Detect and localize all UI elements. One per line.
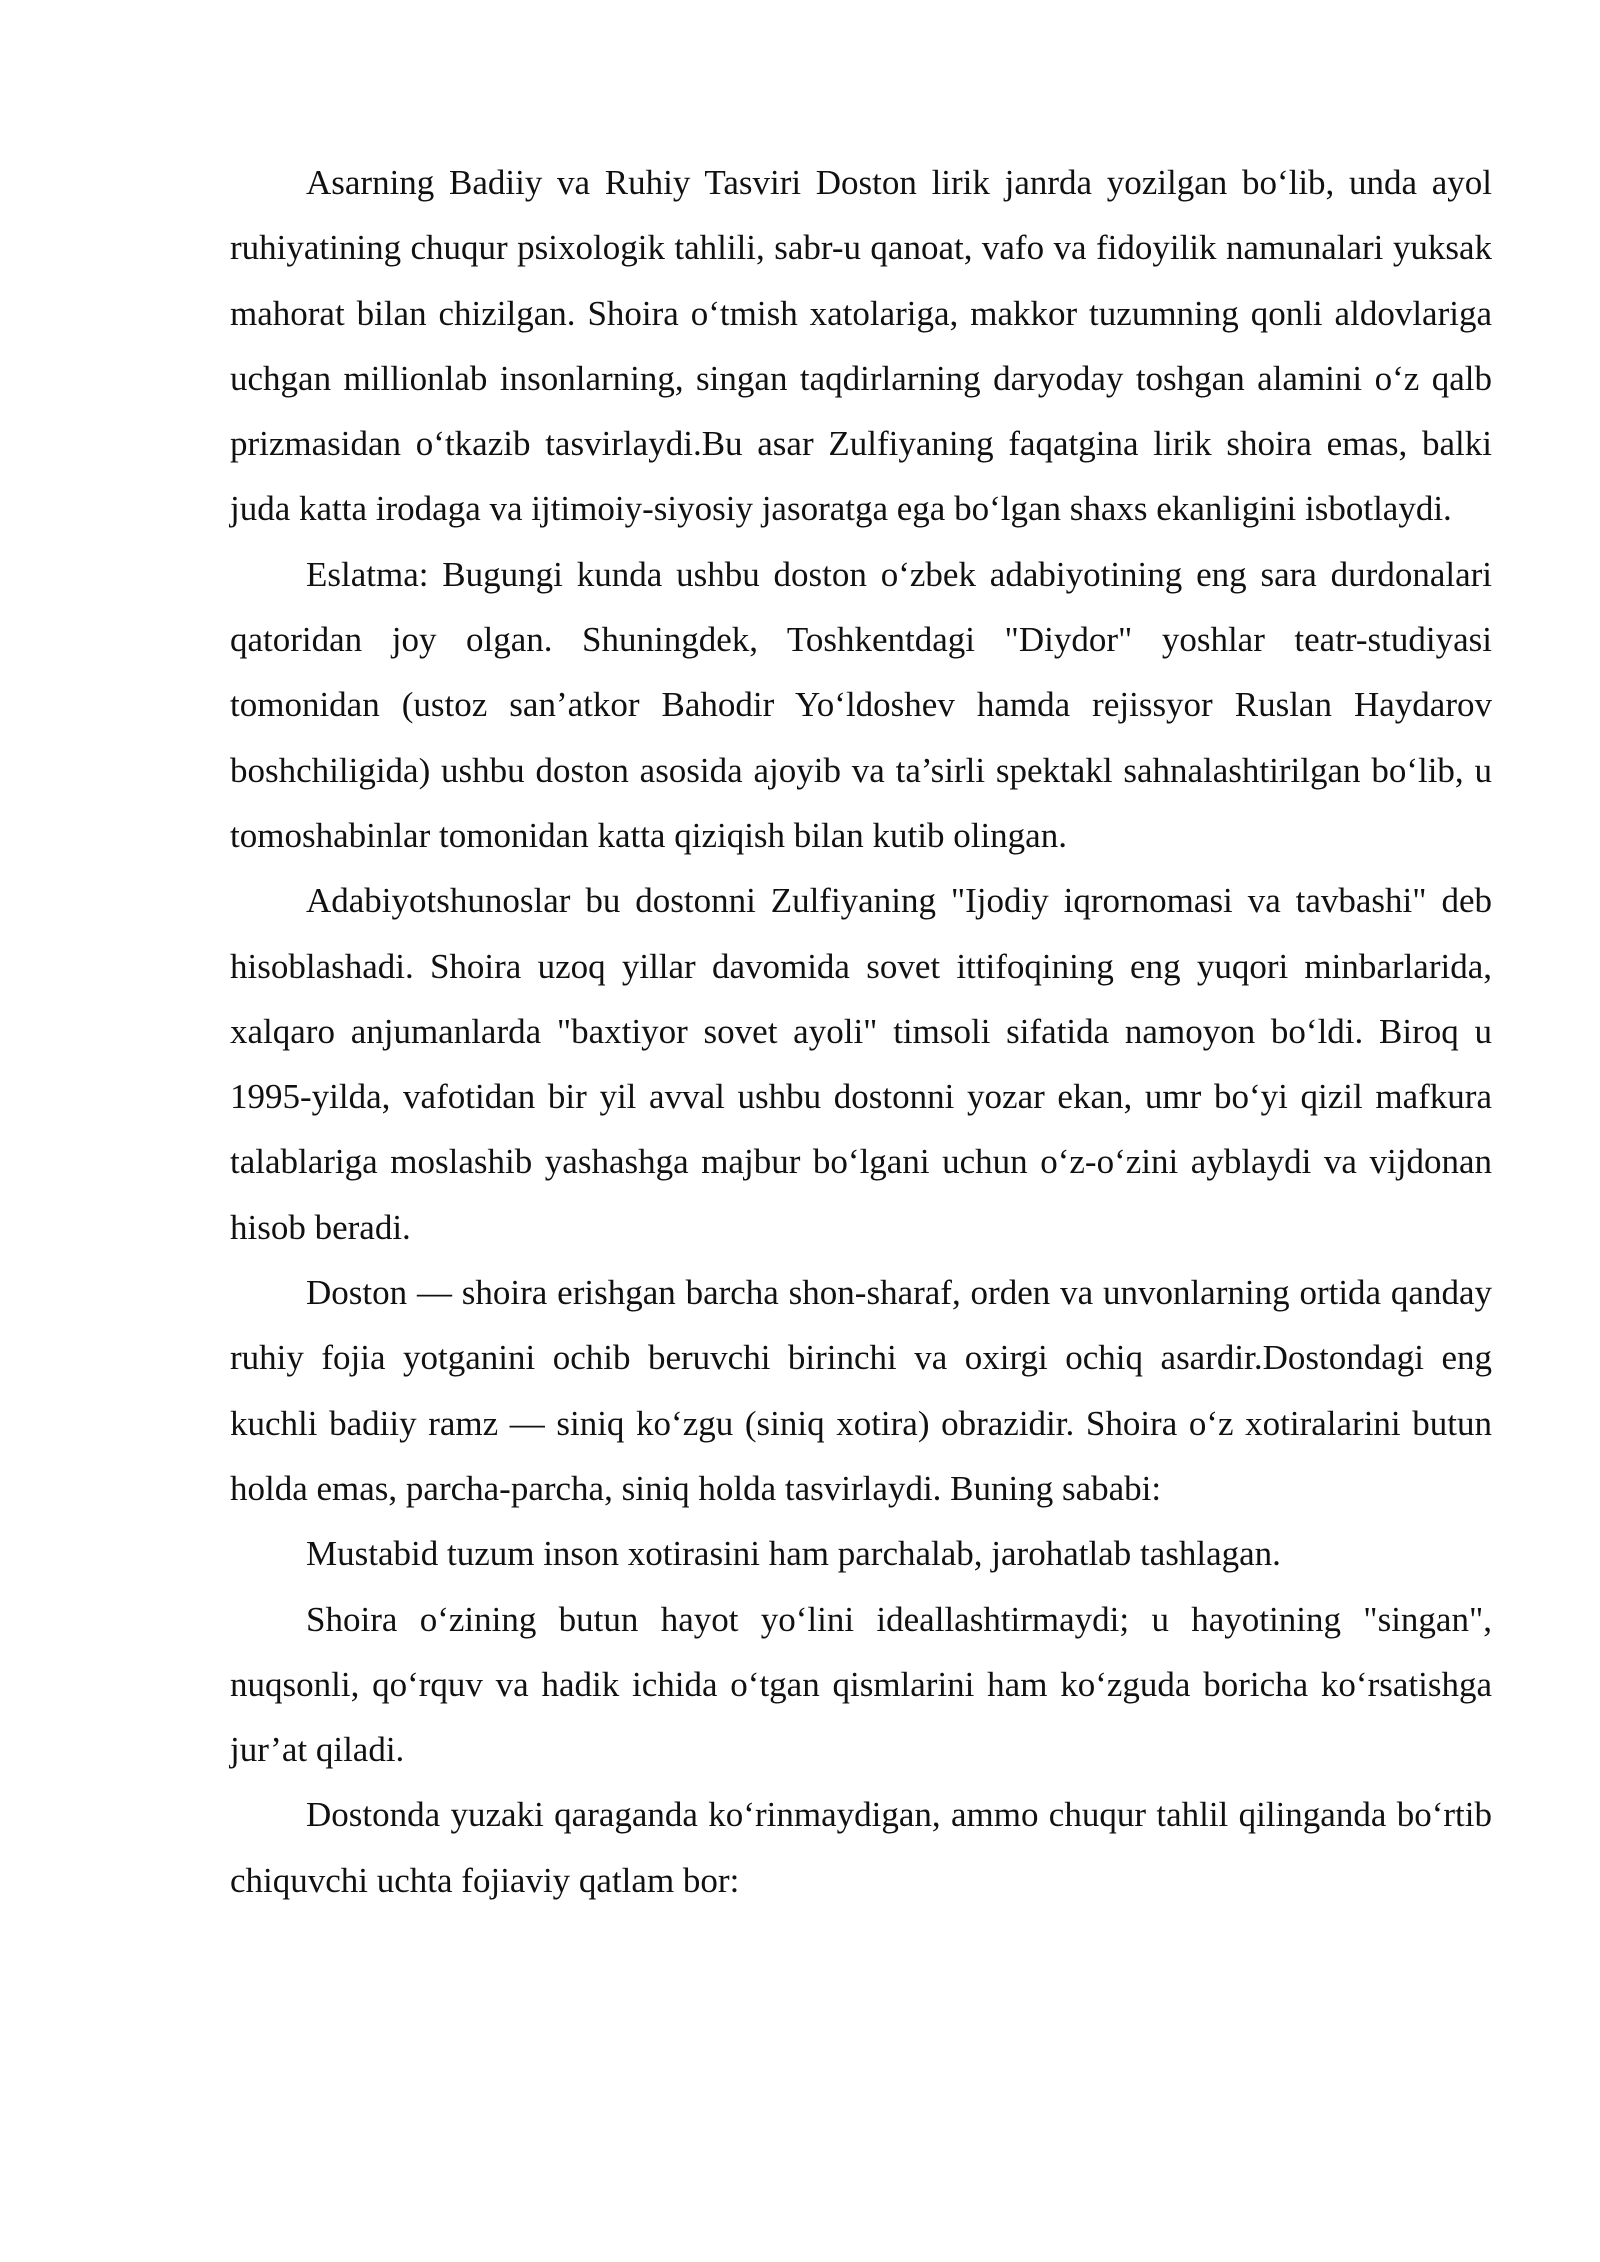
paragraph-1: Asarning Badiiy va Ruhiy Tasviri Doston lirik janrda yozilgan bo‘lib, unda ayol ruhiyatining chuqur psixologik tahlili, sabr-u qanoat, vafo va fidoyilik namunalari yuksak mahorat bilan chizilgan. Shoira o‘tmish xatolariga, makkor tuzumning qonli aldovlariga uchgan millionlab insonlarning, singan taqdirlarning daryoday toshgan alamini o‘z qalb prizmasidan o‘tkazib tasvirlaydi.Bu asar Zulfiyaning faqatgina lirik shoira emas, balki juda katta irodaga va ijtimoiy-siyosiy jasoratga ega bo‘lgan shaxs ekanligini isbotlaydi. xyxy=(230,163,1492,529)
document-body xyxy=(230,150,1492,1913)
paragraph-3: Adabiyotshunoslar bu dostonni Zulfiyaning "Ijodiy iqrornomasi va tavbashi" deb hisoblashadi. Shoira uzoq yillar davomida sovet ittifoqining eng yuqori minbarlarida, xalqaro anjumanlarda "baxtiyor sovet ayoli" timsoli sifatida namoyon bo‘ldi. Biroq u 1995-yilda, vafotidan bir yil avval ushbu dostonni yozar ekan, umr bo‘yi qizil mafkura talablariga moslashib yashashga majbur bo‘lgani uchun o‘z-o‘zini ayblaydi va vijdonan hisob beradi. xyxy=(230,881,1492,1247)
paragraph-7: Dostonda yuzaki qaraganda ko‘rinmaydigan, ammo chuqur tahlil qilinganda bo‘rtib chiquvchi uchta fojiaviy qatlam bor: xyxy=(230,1795,1492,1900)
paragraph-6: Shoira o‘zining butun hayot yo‘lini ideallashtirmaydi; u hayotining "singan", nuqsonli, qo‘rquv va hadik ichida o‘tgan qismlarini ham ko‘zguda boricha ko‘rsatishga jur’at qiladi. xyxy=(230,1599,1492,1770)
paragraph-2: Eslatma: Bugungi kunda ushbu doston o‘zbek adabiyotining eng sara durdonalari qatoridan joy olgan. Shuningdek, Toshkentdagi "Diydor" yoshlar teatr-studiyasi tomonidan (ustoz san’atkor Bahodir Yo‘ldoshev hamda rejissyor Ruslan Haydarov boshchiligida) ushbu doston asosida ajoyib va ta’sirli spektakl sahnalashtirilgan bo‘lib, u tomoshabinlar tomonidan katta qiziqish bilan kutib olingan. xyxy=(230,554,1492,855)
paragraph-4: Doston — shoira erishgan barcha shon-sharaf, orden va unvonlarning ortida qanday ruhiy fojia yotganini ochib beruvchi birinchi va oxirgi ochiq asardir.Dostondagi eng kuchli badiiy ramz — siniq ko‘zgu (siniq xotira) obrazidir. Shoira o‘z xotiralarini butun holda emas, parcha-parcha, siniq holda tasvirlaydi. Buning sababi: xyxy=(230,1273,1492,1508)
paragraph-5: Mustabid tuzum inson xotirasini ham parchalab, jarohatlab tashlagan. xyxy=(306,1534,1281,1574)
